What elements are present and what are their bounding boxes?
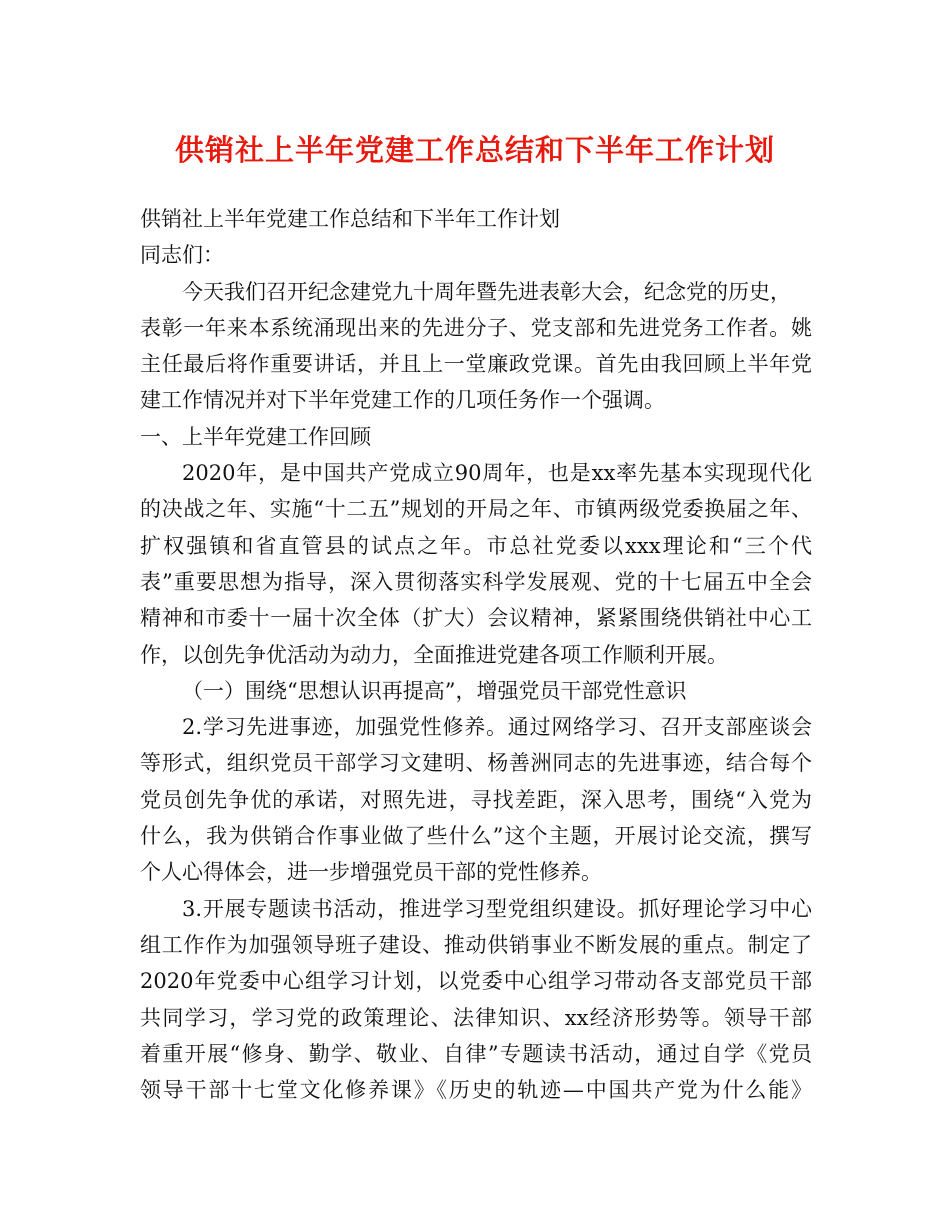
- text-line: 精神和市委十一届十次全体（扩大）会议精神，紧紧围绕供销社中心工: [140, 606, 812, 631]
- text-line: 2020年，是中国共产党成立90周年，也是xx率先基本实现现代化: [182, 461, 812, 486]
- text-line: 的决战之年、实施“十二五”规划的开局之年、市镇两级党委换届之年、: [140, 497, 812, 522]
- text-line: 个人心得体会，进一步增强党员干部的党性修养。: [140, 860, 602, 885]
- text-line: 等形式，组织党员干部学习文建明、杨善洲同志的先进事迹，结合每个: [140, 751, 812, 776]
- document-body: [140, 201, 812, 1108]
- text-line: 扩权强镇和省直管县的试点之年。市总社党委以xxx理论和“三个代: [140, 533, 812, 558]
- text-line: 作，以创先争优活动为动力，全面推进党建各项工作顺利开展。: [140, 642, 728, 667]
- text-line: 建工作情况并对下半年党建工作的几项任务作一个强调。: [140, 388, 665, 413]
- text-line: 一、上半年党建工作回顾: [140, 424, 371, 449]
- text-line: 同志们：: [140, 243, 224, 268]
- text-line: 表彰一年来本系统涌现出来的先进分子、党支部和先进党务工作者。姚: [140, 315, 812, 340]
- text-line: 着重开展“修身、勤学、敬业、自律”专题读书活动，通过自学《党员: [140, 1041, 812, 1066]
- document-title: 供销社上半年党建工作总结和下半年工作计划: [174, 133, 775, 167]
- text-line: 领导干部十七堂文化修养课》《历史的轨迹—中国共产党为什么能》: [140, 1078, 812, 1103]
- text-line: 3.开展专题读书活动，推进学习型党组织建设。抓好理论学习中心: [182, 896, 812, 921]
- text-line: 共同学习，学习党的政策理论、法律知识、xx经济形势等。领导干部: [140, 1005, 812, 1030]
- text-line: 表”重要思想为指导，深入贯彻落实科学发展观、党的十七届五中全会: [140, 569, 812, 594]
- text-line: 2.学习先进事迹，加强党性修养。通过网络学习、召开支部座谈会: [182, 715, 812, 740]
- text-line: （一）围绕“思想认识再提高”，增强党员干部党性意识: [182, 678, 687, 703]
- text-line: 今天我们召开纪念建党九十周年暨先进表彰大会，纪念党的历史，: [182, 279, 791, 304]
- text-line: 党员创先争优的承诺，对照先进，寻找差距，深入思考，围绕“入党为: [140, 787, 812, 812]
- text-line: 主任最后将作重要讲话，并且上一堂廉政党课。首先由我回顾上半年党: [140, 352, 812, 377]
- text-line: 什么，我为供销合作事业做了些什么”这个主题，开展讨论交流，撰写: [140, 824, 812, 849]
- text-line: 组工作作为加强领导班子建设、推动供销事业不断发展的重点。制定了: [140, 932, 812, 957]
- text-line: 供销社上半年党建工作总结和下半年工作计划: [140, 207, 560, 231]
- text-line: 2020年党委中心组学习计划，以党委中心组学习带动各支部党员干部: [140, 969, 812, 994]
